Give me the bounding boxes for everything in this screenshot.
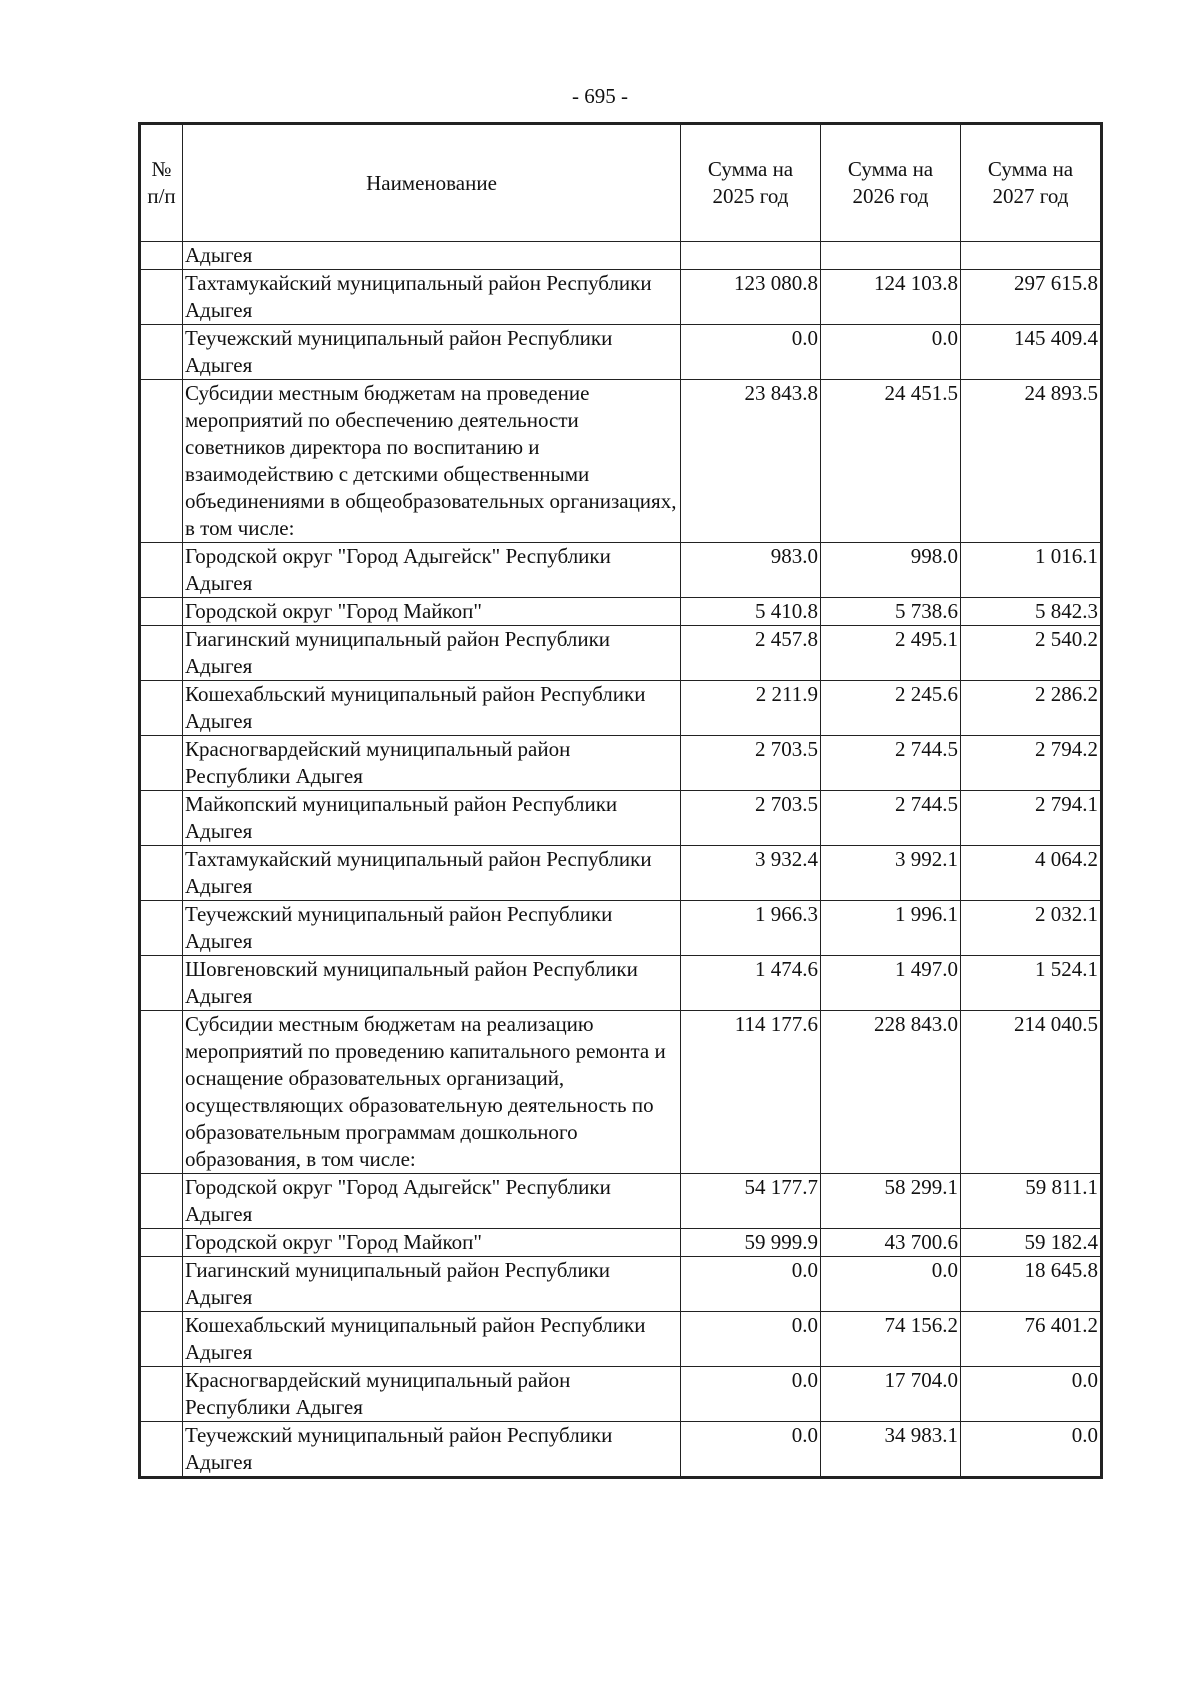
table-row	[141, 681, 1101, 736]
cell-2025: 59 999.9	[681, 1229, 821, 1257]
cell-num	[141, 1174, 183, 1229]
cell-name: Тахтамукайский муниципальный район Республики Адыгея	[183, 846, 681, 901]
header-name: Наименование	[183, 125, 681, 242]
cell-2027: 297 615.8	[961, 270, 1101, 325]
table-row	[141, 1312, 1101, 1367]
cell-2025: 2 457.8	[681, 626, 821, 681]
cell-2026: 43 700.6	[821, 1229, 961, 1257]
cell-2025: 54 177.7	[681, 1174, 821, 1229]
cell-2025: 1 966.3	[681, 901, 821, 956]
cell-num	[141, 901, 183, 956]
cell-2026: 34 983.1	[821, 1422, 961, 1477]
cell-name: Кошехабльский муниципальный район Республики Адыгея	[183, 681, 681, 736]
cell-2027: 24 893.5	[961, 380, 1101, 543]
budget-table	[140, 124, 1101, 1477]
table-row	[141, 791, 1101, 846]
table-header-row	[141, 125, 1101, 242]
cell-2027: 2 794.2	[961, 736, 1101, 791]
table-row	[141, 1174, 1101, 1229]
cell-2026: 0.0	[821, 325, 961, 380]
cell-name: Теучежский муниципальный район Республики Адыгея	[183, 901, 681, 956]
cell-num	[141, 1422, 183, 1477]
cell-name: Тахтамукайский муниципальный район Республики Адыгея	[183, 270, 681, 325]
cell-2027: 59 811.1	[961, 1174, 1101, 1229]
cell-2026: 24 451.5	[821, 380, 961, 543]
cell-2025: 3 932.4	[681, 846, 821, 901]
cell-num	[141, 1011, 183, 1174]
cell-name: Шовгеновский муниципальный район Республики Адыгея	[183, 956, 681, 1011]
cell-2027: 1 524.1	[961, 956, 1101, 1011]
cell-2025: 5 410.8	[681, 598, 821, 626]
table-row	[141, 956, 1101, 1011]
cell-2027: 4 064.2	[961, 846, 1101, 901]
cell-2027: 0.0	[961, 1367, 1101, 1422]
table-row	[141, 1257, 1101, 1312]
table-row	[141, 846, 1101, 901]
cell-2027: 2 794.1	[961, 791, 1101, 846]
cell-name: Городской округ "Город Майкоп"	[183, 1229, 681, 1257]
cell-2025: 983.0	[681, 543, 821, 598]
cell-2025	[681, 242, 821, 270]
cell-num	[141, 791, 183, 846]
cell-num	[141, 956, 183, 1011]
cell-2025: 1 474.6	[681, 956, 821, 1011]
cell-2025: 0.0	[681, 325, 821, 380]
cell-2026: 998.0	[821, 543, 961, 598]
cell-2027: 76 401.2	[961, 1312, 1101, 1367]
header-2027: Сумма на 2027 год	[961, 125, 1101, 242]
cell-num	[141, 543, 183, 598]
cell-2025: 114 177.6	[681, 1011, 821, 1174]
cell-2025: 2 703.5	[681, 791, 821, 846]
cell-name: Теучежский муниципальный район Республики Адыгея	[183, 325, 681, 380]
cell-num	[141, 598, 183, 626]
cell-2025: 0.0	[681, 1312, 821, 1367]
cell-num	[141, 325, 183, 380]
cell-2026: 17 704.0	[821, 1367, 961, 1422]
cell-2027: 18 645.8	[961, 1257, 1101, 1312]
cell-2027: 1 016.1	[961, 543, 1101, 598]
cell-num	[141, 270, 183, 325]
cell-name: Субсидии местным бюджетам на проведение мероприятий по обеспечению деятельности советников директора по воспитанию и взаимодействию с детскими общественными объединениями в общеобразовательных организациях, в том числе:	[183, 380, 681, 543]
header-2026: Сумма на 2026 год	[821, 125, 961, 242]
cell-name: Субсидии местным бюджетам на реализацию мероприятий по проведению капитального ремонта и оснащение образовательных организаций, осуществляющих образовательную деятельность по образовательным программам дошкольного образования, в том числе:	[183, 1011, 681, 1174]
cell-2026: 2 245.6	[821, 681, 961, 736]
table-row	[141, 1229, 1101, 1257]
cell-2025: 0.0	[681, 1367, 821, 1422]
cell-2025: 0.0	[681, 1257, 821, 1312]
cell-2026	[821, 242, 961, 270]
cell-2026: 74 156.2	[821, 1312, 961, 1367]
table-row	[141, 380, 1101, 543]
cell-2027: 5 842.3	[961, 598, 1101, 626]
page-number: - 695 -	[572, 84, 628, 108]
cell-2026: 58 299.1	[821, 1174, 961, 1229]
cell-2026: 3 992.1	[821, 846, 961, 901]
cell-2027: 0.0	[961, 1422, 1101, 1477]
cell-num	[141, 846, 183, 901]
header-2025: Сумма на 2025 год	[681, 125, 821, 242]
cell-2026: 1 497.0	[821, 956, 961, 1011]
cell-2026: 5 738.6	[821, 598, 961, 626]
cell-2025: 0.0	[681, 1422, 821, 1477]
cell-name: Городской округ "Город Майкоп"	[183, 598, 681, 626]
cell-2027: 214 040.5	[961, 1011, 1101, 1174]
cell-2027: 2 032.1	[961, 901, 1101, 956]
cell-name: Гиагинский муниципальный район Республики Адыгея	[183, 1257, 681, 1312]
cell-name: Майкопский муниципальный район Республики Адыгея	[183, 791, 681, 846]
table-row	[141, 270, 1101, 325]
table-row	[141, 543, 1101, 598]
cell-num	[141, 681, 183, 736]
cell-num	[141, 736, 183, 791]
table-row	[141, 1011, 1101, 1174]
cell-2025: 2 703.5	[681, 736, 821, 791]
cell-2026: 228 843.0	[821, 1011, 961, 1174]
cell-2026: 2 744.5	[821, 736, 961, 791]
cell-num	[141, 242, 183, 270]
cell-num	[141, 1257, 183, 1312]
table-row	[141, 1367, 1101, 1422]
cell-2027: 59 182.4	[961, 1229, 1101, 1257]
table-row	[141, 242, 1101, 270]
cell-2027: 145 409.4	[961, 325, 1101, 380]
cell-num	[141, 626, 183, 681]
cell-2027	[961, 242, 1101, 270]
cell-num	[141, 380, 183, 543]
cell-name: Кошехабльский муниципальный район Республики Адыгея	[183, 1312, 681, 1367]
table-row	[141, 736, 1101, 791]
table-row	[141, 626, 1101, 681]
cell-name: Теучежский муниципальный район Республики Адыгея	[183, 1422, 681, 1477]
header-num: № п/п	[141, 125, 183, 242]
cell-name: Городской округ "Город Адыгейск" Республики Адыгея	[183, 1174, 681, 1229]
cell-2026: 1 996.1	[821, 901, 961, 956]
table-row	[141, 325, 1101, 380]
cell-2025: 123 080.8	[681, 270, 821, 325]
cell-2027: 2 286.2	[961, 681, 1101, 736]
table-row	[141, 1422, 1101, 1477]
table-row	[141, 901, 1101, 956]
cell-2026: 124 103.8	[821, 270, 961, 325]
cell-name: Красногвардейский муниципальный район Республики Адыгея	[183, 736, 681, 791]
cell-2026: 2 744.5	[821, 791, 961, 846]
cell-2026: 2 495.1	[821, 626, 961, 681]
cell-2027: 2 540.2	[961, 626, 1101, 681]
cell-2026: 0.0	[821, 1257, 961, 1312]
cell-num	[141, 1367, 183, 1422]
cell-num	[141, 1229, 183, 1257]
cell-name: Красногвардейский муниципальный район Республики Адыгея	[183, 1367, 681, 1422]
cell-2025: 23 843.8	[681, 380, 821, 543]
cell-name: Гиагинский муниципальный район Республики Адыгея	[183, 626, 681, 681]
cell-num	[141, 1312, 183, 1367]
table-row	[141, 598, 1101, 626]
cell-2025: 2 211.9	[681, 681, 821, 736]
cell-name: Адыгея	[183, 242, 681, 270]
cell-name: Городской округ "Город Адыгейск" Республики Адыгея	[183, 543, 681, 598]
